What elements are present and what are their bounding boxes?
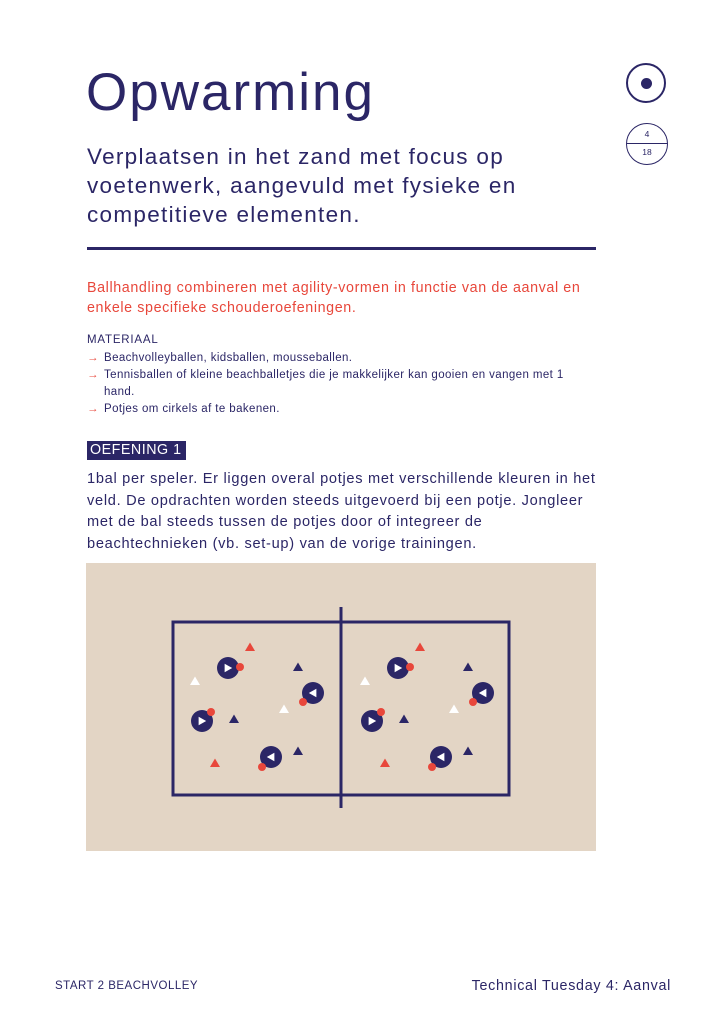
footer-title: Technical Tuesday 4: Aanval (471, 978, 671, 994)
material-item: Tennisballen of kleine beachballetjes die je makkelijker kan gooien en vangen met 1 hand. (104, 369, 564, 398)
arrow-right-icon: → (87, 403, 99, 415)
intro-text: Ballhandling combineren met agility-vormen in functie van de aanval en enkele specifieke schouderoefeningen. (87, 280, 581, 316)
arrow-right-icon: → (87, 352, 99, 364)
ball-icon (299, 698, 307, 706)
list-item (87, 350, 592, 367)
divider (87, 247, 596, 250)
ball-icon (236, 663, 244, 671)
exercise-text: 1bal per speler. Er liggen overal potjes met verschillende kleuren in het veld. De opdrachten worden steeds uitgevoerd bij een potje. Jongleer met de bal steeds tussen de potjes door of integreer de beachtechnieken (vb. set-up) van de vorige trainingen. (87, 471, 596, 552)
list-item (87, 401, 592, 418)
ball-icon (428, 763, 436, 771)
material-item: Potjes om cirkels af te bakenen. (104, 403, 280, 415)
court-diagram (86, 563, 596, 851)
page-total: 18 (642, 147, 652, 157)
ball-icon (469, 698, 477, 706)
ball-icon (207, 708, 215, 716)
materials-heading: MATERIAAL (87, 334, 159, 346)
material-item: Beachvolleyballen, kidsballen, mousseballen. (104, 352, 353, 364)
ball-icon (258, 763, 266, 771)
footer-brand: START 2 BEACHVOLLEY (55, 980, 199, 992)
list-item (87, 367, 592, 401)
exercise-label: OEFENING 1 (87, 441, 186, 460)
page-subtitle: Verplaatsen in het zand met focus op voetenwerk, aangevuld met fysieke en competitieve elementen. (87, 144, 517, 227)
arrow-right-icon: → (87, 369, 99, 381)
page-current: 4 (644, 129, 650, 139)
ball-icon (377, 708, 385, 716)
target-icon[interactable] (626, 63, 666, 103)
page-counter-divider (627, 143, 667, 144)
page-title: Opwarming (86, 63, 375, 122)
page-counter (626, 123, 668, 165)
target-dot (641, 78, 652, 89)
ball-icon (406, 663, 414, 671)
court-svg (86, 563, 596, 851)
materials-list (87, 350, 592, 418)
